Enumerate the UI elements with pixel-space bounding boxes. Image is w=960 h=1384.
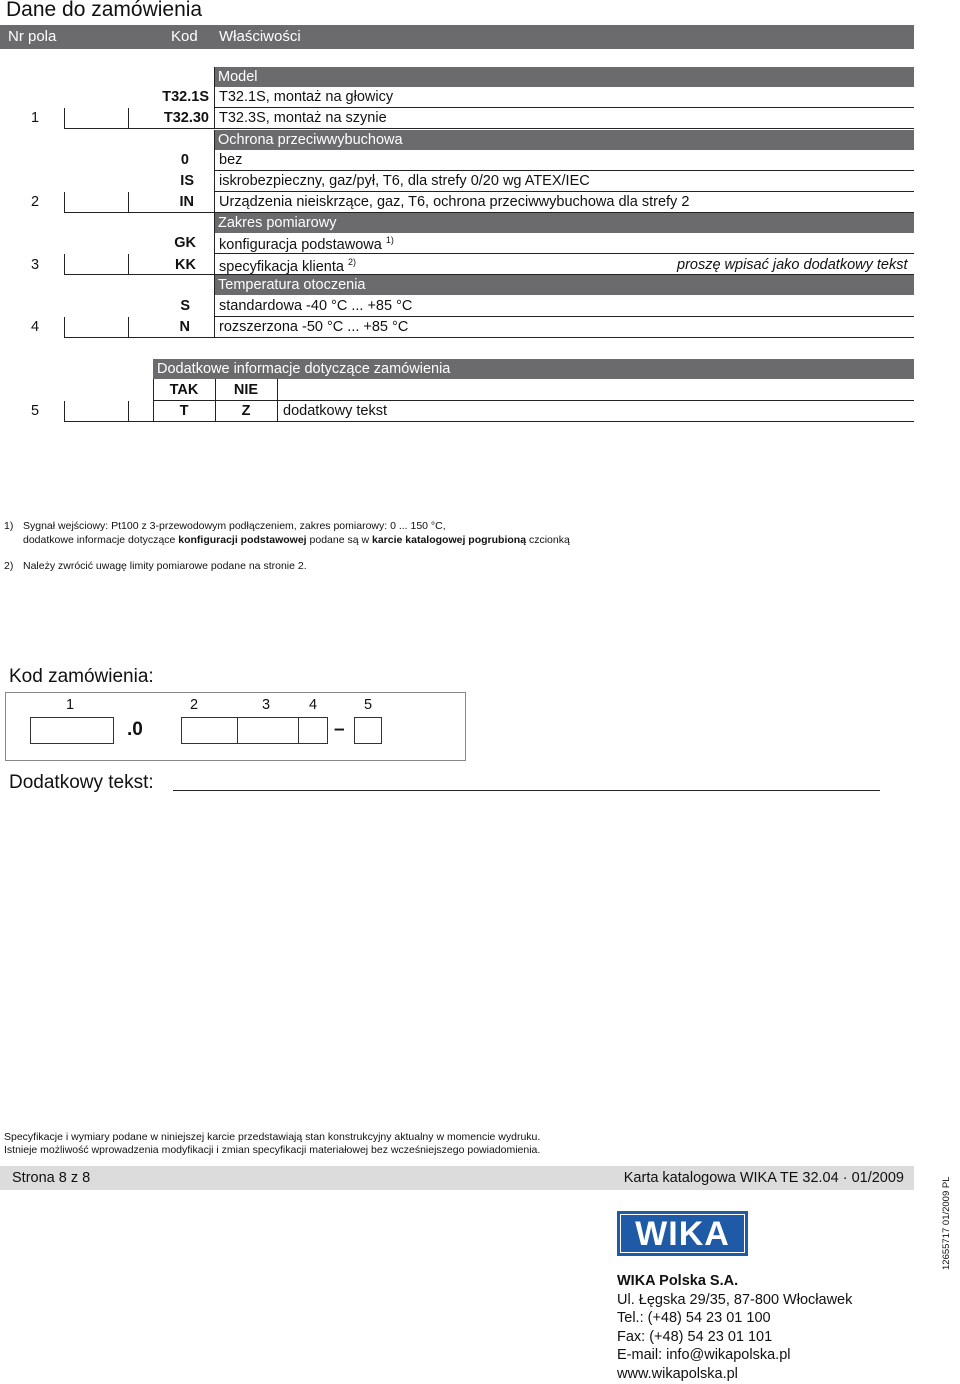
position-label-5: 5 [364, 697, 373, 713]
field-number-2: 2 [31, 194, 40, 210]
order-code-input-2[interactable] [181, 717, 238, 744]
footer-bar [0, 1166, 914, 1190]
code-kk: KK [175, 257, 196, 273]
extra-text-label: Dodatkowy tekst: [9, 772, 154, 793]
col-nie: NIE [233, 382, 259, 398]
position-label-2: 2 [190, 697, 199, 713]
divider [214, 67, 215, 129]
divider [64, 192, 65, 213]
table-row [64, 317, 914, 338]
order-code-input-5[interactable] [354, 717, 382, 744]
footnote-1-line2: dodatkowe informacje dotyczące konfiguracji podstawowej podane są w karcie katalogowej pogrubioną czcionką [23, 534, 570, 546]
option-text: T32.1S, montaż na głowicy [219, 89, 394, 105]
catalog-ref: Karta katalogowa WIKA TE 32.04 · 01/2009 [623, 1170, 904, 1186]
code-in: IN [179, 194, 194, 210]
footnote-2-mark: 2) [4, 560, 14, 572]
side-code: 12655717 01/2009 PL [941, 1176, 952, 1270]
footnote-ref: 2) [347, 257, 356, 267]
code-s: S [180, 298, 190, 314]
position-label-3: 3 [262, 697, 271, 713]
col-header-wlasciwosci: Właściwości [219, 28, 301, 45]
field-number-4: 4 [31, 319, 40, 335]
col-header-kod: Kod [171, 28, 198, 45]
field-number-3: 3 [31, 257, 40, 273]
option-text: T32.3S, montaż na szynie [219, 110, 387, 126]
company-website[interactable]: www.wikapolska.pl [617, 1366, 738, 1382]
logo-text: WIKA [635, 1215, 730, 1253]
order-code-input-3[interactable] [237, 717, 299, 744]
code-0: 0 [180, 152, 189, 168]
field-number-1: 1 [31, 110, 40, 126]
position-label-1: 1 [66, 697, 75, 713]
code-gk: GK [174, 235, 196, 251]
footnote-2-text: Należy zwrócić uwagę limity pomiarowe podane na stronie 2. [23, 560, 307, 572]
side-code-wrap [941, 1176, 959, 1288]
order-code-input-1[interactable] [30, 717, 114, 744]
divider [128, 192, 129, 213]
company-tel: Tel.: (+48) 54 23 01 100 [617, 1310, 771, 1326]
divider [153, 379, 154, 422]
code-t3230: T32.30 [163, 110, 209, 126]
footnote-1-line1: Sygnał wejściowy: Pt100 z 3-przewodowym podłączeniem, zakres pomiarowy: 0 ... 150 °C, [23, 520, 446, 532]
table-header [0, 25, 914, 49]
position-label-4: 4 [309, 697, 318, 713]
code-n: N [179, 319, 190, 335]
table-row [214, 150, 914, 171]
divider [128, 317, 129, 338]
kk-note: proszę wpisać jako dodatkowy tekst [677, 257, 908, 273]
option-text: iskrobezpieczny, gaz/pył, T6, dla strefy 0/20 wg ATEX/IEC [219, 173, 590, 189]
section-title-model: Model [214, 67, 914, 87]
divider [215, 379, 216, 422]
company-email[interactable]: E-mail: info@wikapolska.pl [617, 1347, 791, 1363]
divider [277, 379, 278, 422]
col-header-nr: Nr pola [8, 28, 57, 45]
disclaimer-line1: Specyfikacje i wymiary podane w niniejszej karcie przedstawiają stan konstrukcyjny aktualny w momencie wydruku. [4, 1131, 541, 1143]
divider [214, 275, 215, 338]
code-z: Z [241, 403, 251, 419]
code-t: T [179, 403, 189, 419]
option-text: Urządzenia nieiskrzące, gaz, T6, ochrona przeciwwybuchowa dla strefy 2 [219, 194, 690, 210]
option-text: bez [219, 152, 243, 168]
divider [128, 401, 129, 422]
option-text: konfiguracja podstawowa $^{1)}$ [219, 235, 394, 253]
order-code-dash: – [334, 719, 345, 740]
field-number-5: 5 [31, 403, 40, 419]
option-text: dodatkowy tekst [283, 403, 387, 419]
page-number: Strona 8 z 8 [12, 1170, 91, 1186]
section-title-temp: Temperatura otoczenia [214, 275, 914, 295]
order-code-suffix: .0 [127, 719, 143, 740]
option-text: standardowa -40 °C ... +85 °C [219, 298, 413, 314]
footnote-1-mark: 1) [4, 520, 14, 532]
option-text: rozszerzona -50 °C ... +85 °C [219, 319, 409, 335]
divider [128, 254, 129, 275]
code-is: IS [180, 173, 194, 189]
divider [128, 108, 129, 129]
divider [214, 130, 215, 213]
order-code-label: Kod zamówienia: [9, 666, 154, 687]
company-fax: Fax: (+48) 54 23 01 101 [617, 1329, 773, 1345]
order-code-input-4[interactable] [298, 717, 328, 744]
divider [64, 254, 65, 275]
section-title-ex: Ochrona przeciwwybuchowa [214, 130, 914, 150]
col-tak: TAK [169, 382, 199, 398]
section-title-extra: Dodatkowe informacje dotyczące zamówienia [153, 359, 914, 379]
footnote-ref: 1) [385, 235, 394, 245]
divider [214, 213, 215, 275]
section-title-range: Zakres pomiarowy [214, 213, 914, 233]
divider [64, 401, 65, 422]
disclaimer-line2: Istnieje możliwość wprowadzenia modyfikacji i zmian specyfikacji materiałowej bez wcześniejszego powiadomienia. [4, 1144, 541, 1156]
divider [64, 108, 65, 129]
option-text: specyfikacja klienta $^{2)}$ [219, 257, 356, 275]
company-name: WIKA Polska S.A. [617, 1273, 739, 1289]
company-address: Ul. Łęgska 29/35, 87-800 Włocławek [617, 1292, 853, 1308]
extra-text-line[interactable] [173, 790, 880, 791]
code-t321s: T32.1S [162, 89, 209, 105]
wika-logo [617, 1211, 748, 1256]
divider [64, 317, 65, 338]
page-title: Dane do zamówienia [6, 0, 203, 21]
